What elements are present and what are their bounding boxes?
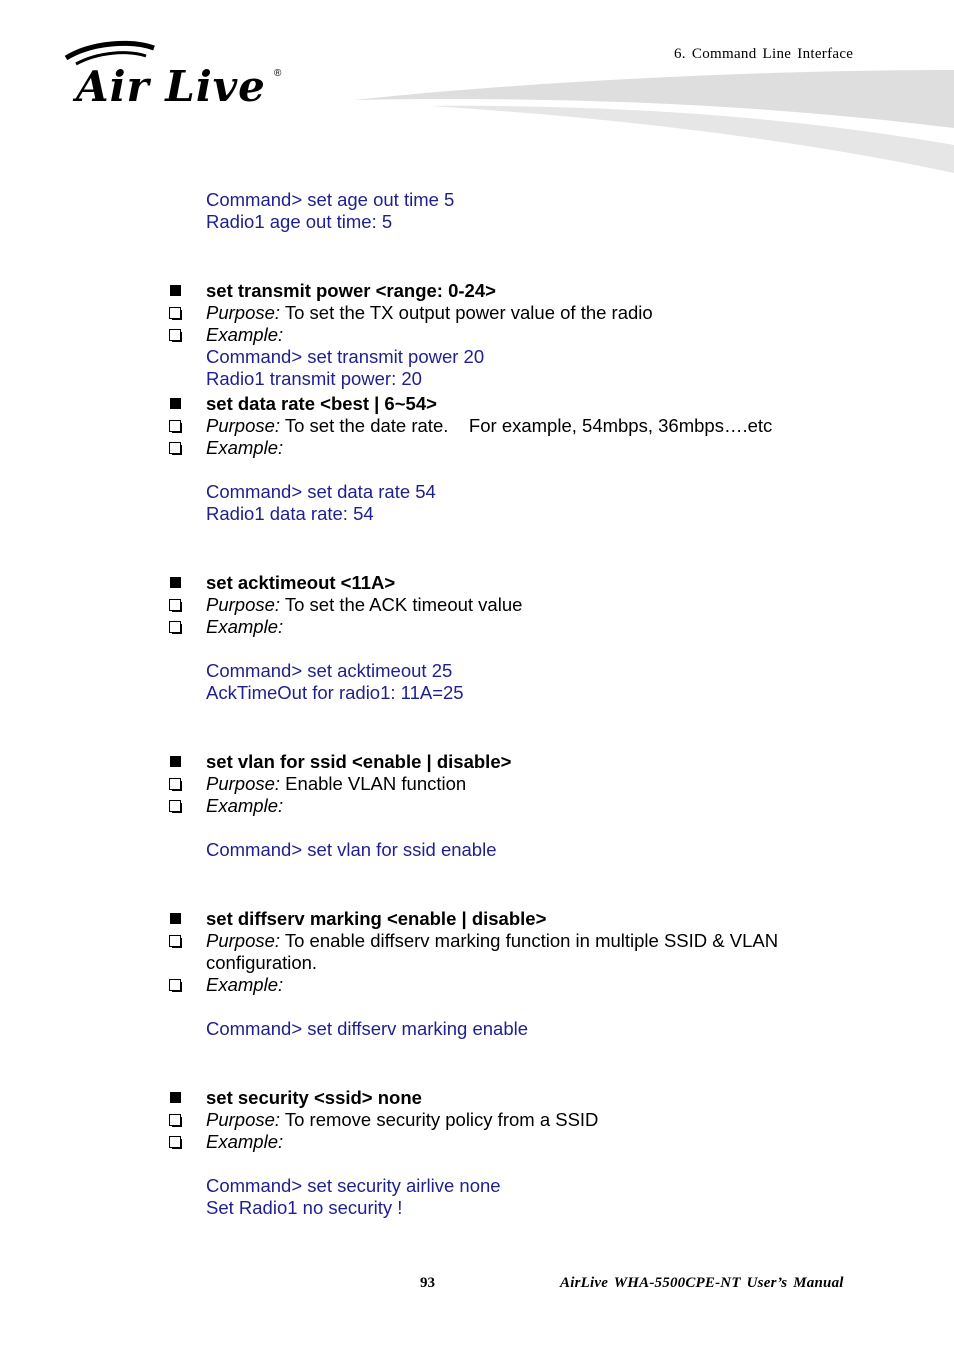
purpose-continuation: configuration.	[206, 952, 318, 973]
checkbox-bullet-icon	[169, 420, 181, 432]
checkbox-bullet-icon	[169, 1136, 181, 1148]
purpose-label: Purpose:	[206, 930, 281, 951]
square-bullet-icon	[170, 756, 181, 767]
command-heading: set security <ssid> none	[206, 1087, 422, 1108]
purpose-line	[206, 594, 522, 616]
purpose-label: Purpose:	[206, 302, 281, 323]
command-line: Command> set age out time 5	[206, 189, 455, 210]
manual-title: AirLive WHA-5500CPE-NT User’s Manual	[560, 1275, 844, 1291]
square-bullet-icon	[170, 285, 181, 296]
purpose-text: Enable VLAN function	[280, 773, 467, 794]
command-output: Radio1 age out time: 5	[206, 211, 393, 232]
checkbox-bullet-icon	[169, 599, 181, 611]
command-line: Command> set diffserv marking enable	[206, 1018, 529, 1039]
command-heading: set acktimeout <11A>	[206, 572, 396, 593]
purpose-text: To set the date rate. For example, 54mbps, 36mbps….etc	[280, 415, 773, 436]
checkbox-bullet-icon	[169, 621, 181, 633]
purpose-label: Purpose:	[206, 1109, 281, 1130]
purpose-text: To remove security policy from a SSID	[280, 1109, 599, 1130]
section-title: 6. Command Line Interface	[674, 46, 854, 62]
purpose-line	[206, 773, 466, 795]
command-line: Command> set acktimeout 25	[206, 660, 453, 681]
checkbox-bullet-icon	[169, 307, 181, 319]
command-output: Radio1 data rate: 54	[206, 503, 374, 524]
purpose-line	[206, 1109, 598, 1131]
command-heading: set transmit power <range: 0-24>	[206, 280, 496, 301]
purpose-label: Purpose:	[206, 773, 281, 794]
purpose-text: To set the ACK timeout value	[280, 594, 523, 615]
purpose-label: Purpose:	[206, 415, 281, 436]
checkbox-bullet-icon	[169, 329, 181, 341]
checkbox-bullet-icon	[169, 800, 181, 812]
purpose-text: To enable diffserv marking function in multiple SSID & VLAN	[280, 930, 779, 951]
purpose-line	[206, 302, 653, 324]
example-label: Example:	[206, 974, 284, 995]
square-bullet-icon	[170, 1092, 181, 1103]
example-label: Example:	[206, 437, 284, 458]
checkbox-bullet-icon	[169, 1114, 181, 1126]
command-heading: set data rate <best | 6~54>	[206, 393, 437, 414]
airlive-logo	[62, 40, 292, 110]
example-label: Example:	[206, 324, 284, 345]
purpose-label: Purpose:	[206, 594, 281, 615]
purpose-line	[206, 930, 778, 952]
checkbox-bullet-icon	[169, 979, 181, 991]
checkbox-bullet-icon	[169, 935, 181, 947]
purpose-text: To set the TX output power value of the radio	[280, 302, 653, 323]
checkbox-bullet-icon	[169, 778, 181, 790]
logo-text: Air Live	[76, 62, 266, 111]
purpose-line	[206, 415, 772, 437]
command-output: Radio1 transmit power: 20	[206, 368, 422, 389]
command-output: Set Radio1 no security !	[206, 1197, 403, 1218]
command-line: Command> set transmit power 20	[206, 346, 485, 367]
example-label: Example:	[206, 616, 284, 637]
command-line: Command> set vlan for ssid enable	[206, 839, 497, 860]
command-line: Command> set data rate 54	[206, 481, 436, 502]
example-label: Example:	[206, 1131, 284, 1152]
command-heading: set vlan for ssid <enable | disable>	[206, 751, 512, 772]
square-bullet-icon	[170, 398, 181, 409]
example-label: Example:	[206, 795, 284, 816]
page-number: 93	[420, 1275, 435, 1291]
registered-mark: ®	[274, 68, 282, 79]
command-output: AckTimeOut for radio1: 11A=25	[206, 682, 464, 703]
square-bullet-icon	[170, 913, 181, 924]
square-bullet-icon	[170, 577, 181, 588]
command-line: Command> set security airlive none	[206, 1175, 501, 1196]
checkbox-bullet-icon	[169, 442, 181, 454]
command-heading: set diffserv marking <enable | disable>	[206, 908, 547, 929]
